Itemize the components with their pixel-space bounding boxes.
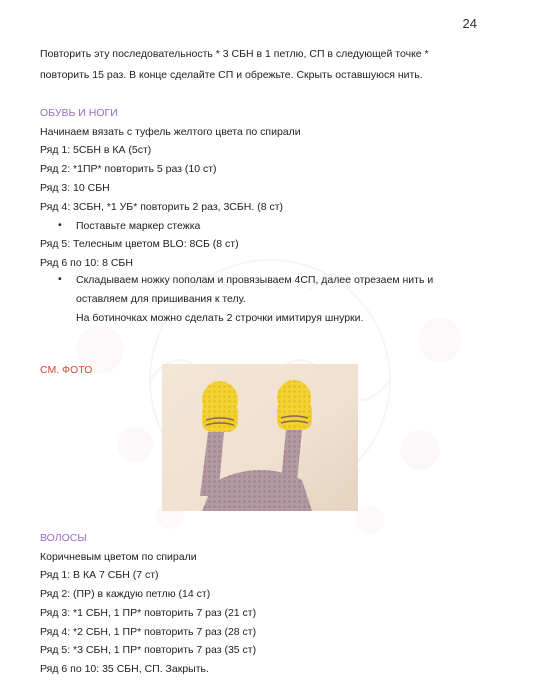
section-heading-shoes: ОБУВЬ И НОГИ <box>40 107 118 119</box>
shoes-intro: Начинаем вязать с туфель желтого цвета по спирали <box>40 126 301 138</box>
shoes-bullet-2-line-1: Складываем ножку пополам и провязываем 4СП, далее отрезаем нить и <box>76 274 434 286</box>
intro-line-1: Повторить эту последовательность * 3 СБН в 1 петлю, СП в следующей точке * <box>40 48 429 60</box>
shoes-row-6: Ряд 6 по 10: 8 СБН <box>40 257 133 269</box>
shoes-row-4: Ряд 4: 3СБН, *1 УБ* повторить 2 раз, 3СБН. (8 ст) <box>40 201 284 213</box>
crochet-legs-photo <box>162 364 358 511</box>
section-heading-hair: ВОЛОСЫ <box>40 532 87 544</box>
shoes-row-1: Ряд 1: 5СБН в КА (5ст) <box>40 144 152 156</box>
intro-line-2: повторить 15 раз. В конце сделайте СП и обрежьте. Скрыть оставшуюся нить. <box>40 69 423 81</box>
hair-intro: Коричневым цветом по спирали <box>40 551 197 563</box>
hair-row-5: Ряд 5: *3 СБН, 1 ПР* повторить 7 раз (35 ст) <box>40 644 257 656</box>
shoes-row-5: Ряд 5: Телесным цветом BLO: 8СБ (8 ст) <box>40 238 239 250</box>
hair-row-6: Ряд 6 по 10: 35 СБН, СП. Закрыть. <box>40 663 209 675</box>
shoes-bullet-1: Поставьте маркер стежка <box>76 220 201 232</box>
shoes-bullet-2-line-3: На ботиночках можно сделать 2 строчки имитируя шнурки. <box>76 312 364 324</box>
photo-label: СМ. ФОТО <box>40 364 93 376</box>
page-number: 24 <box>462 16 477 31</box>
shoes-bullet-2-line-2: оставляем для пришивания к телу. <box>76 293 246 305</box>
hair-row-2: Ряд 2: (ПР) в каждую петлю (14 ст) <box>40 588 211 600</box>
hair-row-3: Ряд 3: *1 СБН, 1 ПР* повторить 7 раз (21 ст) <box>40 607 257 619</box>
hair-row-1: Ряд 1: В КА 7 СБН (7 ст) <box>40 569 159 581</box>
bullet-dot-icon: • <box>58 219 62 231</box>
shoes-row-3: Ряд 3: 10 СБН <box>40 182 110 194</box>
shoes-row-2: Ряд 2: *1ПР* повторить 5 раз (10 ст) <box>40 163 217 175</box>
hair-row-4: Ряд 4: *2 СБН, 1 ПР* повторить 7 раз (28 ст) <box>40 626 257 638</box>
bullet-dot-icon: • <box>58 273 62 285</box>
